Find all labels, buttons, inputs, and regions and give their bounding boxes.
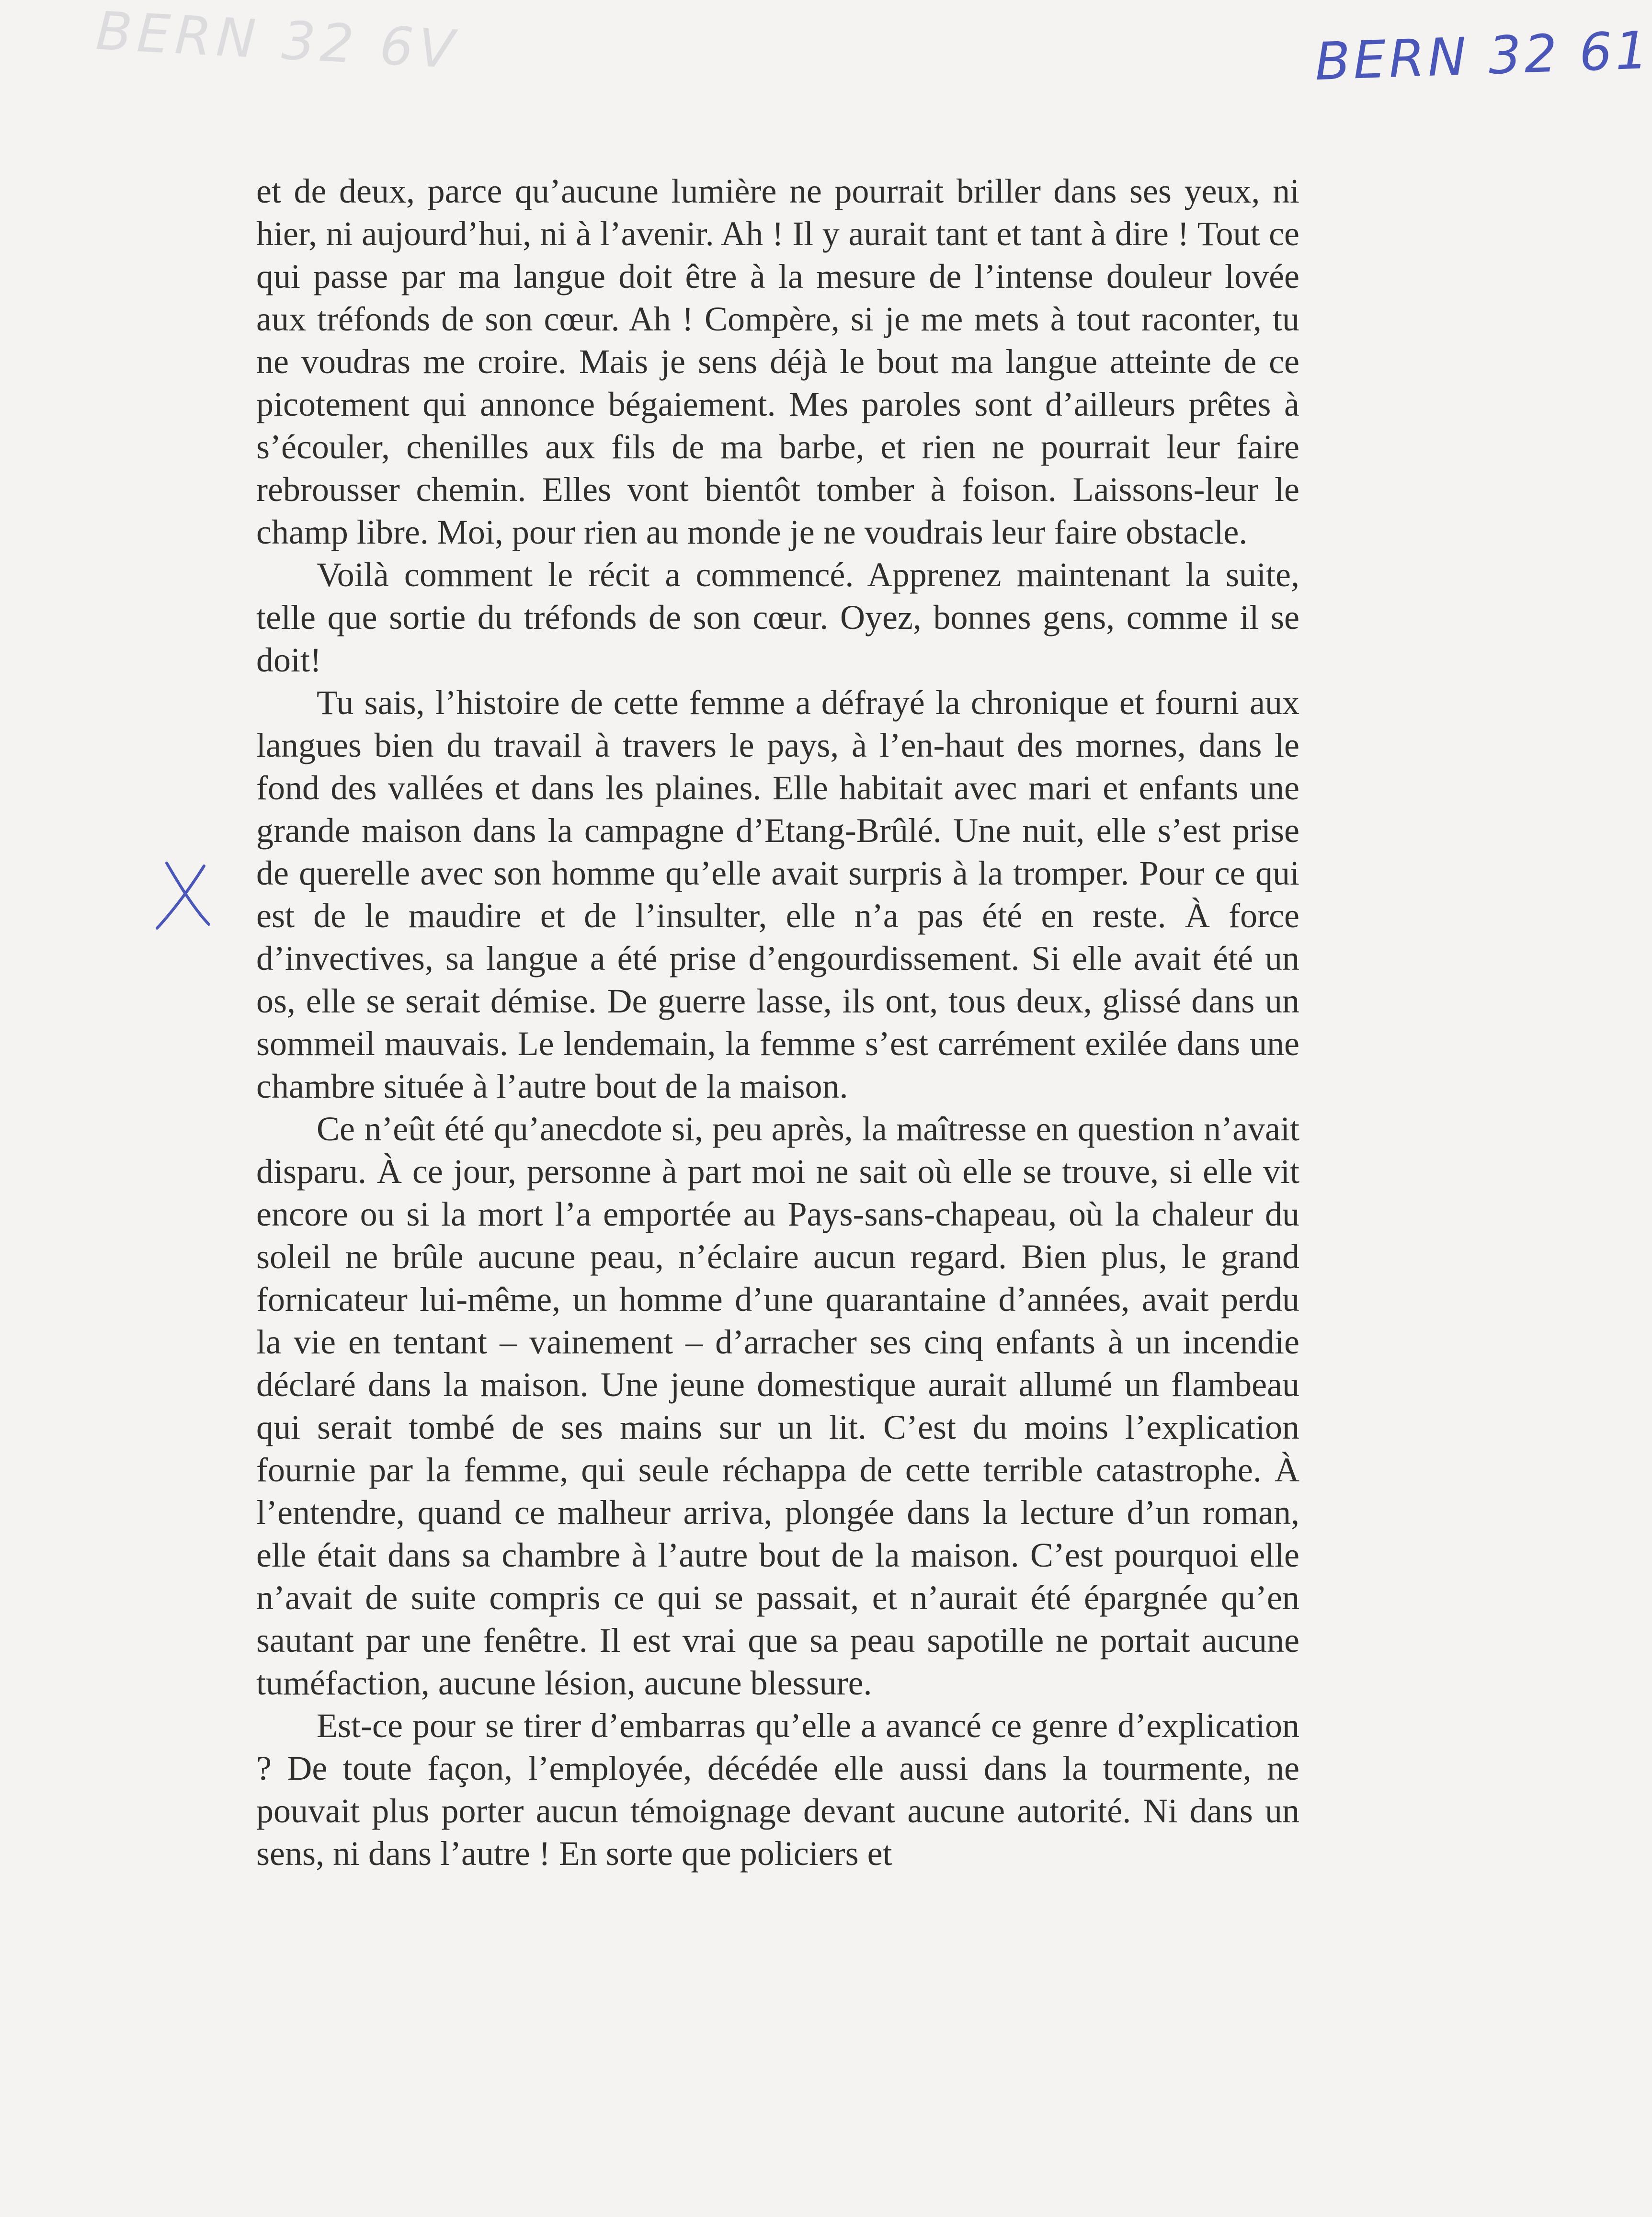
paragraph-1: et de deux, parce qu’aucune lumière ne pourrait briller dans ses yeux, ni hier, ni aujourd’hui, ni à l’avenir. Ah ! Il y aurait tant et tant à dire ! Tout ce qui passe par ma langue doit être à la mesure de l’intense douleur lovée aux tréfonds de son cœur. Ah ! Compère, si je me mets à tout raconter, tu ne voudras me croire. Mais je sens déjà le bout ma langue atteinte de ce picotement qui annonce bégaiement. Mes paroles sont d’ailleurs prêtes à s’écouler, chenilles aux fils de ma barbe, et rien ne pourrait leur faire rebrousser chemin. Elles vont bientôt tomber à foison. Laissons-leur le champ libre. Moi, pour rien au monde je ne voudrais leur faire obstacle.	[256, 172, 1299, 551]
page-body-text	[256, 170, 1299, 1875]
paragraph-5: Est-ce pour se tirer d’embarras qu’elle a avancé ce genre d’explication ? De toute façon, l’employée, décédée elle aussi dans la tourmente, ne pouvait plus porter aucun témoignage devant aucune autorité. Ni dans un sens, ni dans l’autre ! En sorte que policiers et	[256, 1706, 1299, 1873]
paragraph-2: Voilà comment le récit a commencé. Apprenez maintenant la suite, telle que sortie du tréfonds de son cœur. Oyez, bonnes gens, comme il se doit!	[256, 556, 1299, 679]
paragraph-4: Ce n’eût été qu’anecdote si, peu après, la maîtresse en question n’avait disparu. À ce jour, personne à part moi ne sait où elle se trouve, si elle vit encore ou si la mort l’a emportée au Pays-sans-chapeau, où la chaleur du soleil ne brûle aucune peau, n’éclaire aucun regard. Bien plus, le grand fornicateur lui-même, un homme d’une quarantaine d’années, avait perdu la vie en tentant – vainement – d’arracher ses cinq enfants à un incendie déclaré dans la maison. Une jeune domestique aurait allumé un flambeau qui serait tombé de ses mains sur un lit. C’est du moins l’explication fournie par la femme, qui seule réchappa de cette terrible catastrophe. À l’entendre, quand ce malheur arriva, plongée dans la lecture d’un roman, elle était dans sa chambre à l’autre bout de la maison. C’est pourquoi elle n’avait de suite compris ce qui se passait, et n’aurait été épargnée qu’en sautant par une fenêtre. Il est vrai que sa peau sapotille ne portait aucune tuméfaction, aucune lésion, aucune blessure.	[256, 1110, 1299, 1702]
faint-archive-reference: BERN 32 6V	[94, 0, 461, 80]
handwritten-archive-reference: BERN 32 61	[1314, 20, 1652, 92]
paragraph-3: Tu sais, l’histoire de cette femme a défrayé la chronique et fourni aux langues bien du travail à travers le pays, à l’en-haut des mornes, dans le fond des vallées et dans les plaines. Elle habitait avec mari et enfants une grande maison dans la campagne d’Etang-Brûlé. Une nuit, elle s’est prise de querelle avec son homme qu’elle avait surpris à la tromper. Pour ce qui est de le maudire et de l’insulter, elle n’a pas été en reste. À force d’invectives, sa langue a été prise d’engourdissement. Si elle avait été un os, elle se serait démise. De guerre lasse, ils ont, tous deux, glissé dans un sommeil mauvais. Le lendemain, la femme s’est carrément exilée dans une chambre située à l’autre bout de la maison.	[256, 683, 1299, 1105]
margin-x-mark-icon	[152, 857, 215, 929]
